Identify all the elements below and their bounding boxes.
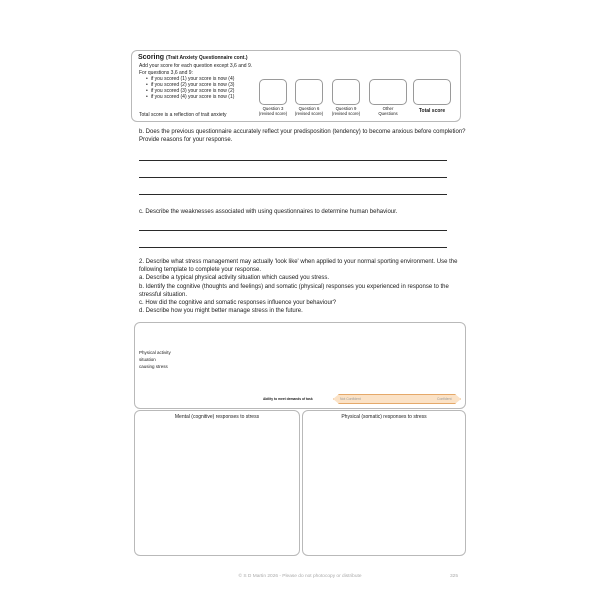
copyright-footer: © S D Martin 2026 - Please do not photocopy or distribute — [238, 574, 362, 579]
situation-label-line3: causing stress — [139, 364, 168, 369]
scoring-bullet: • if you scored (4) your score is now (1) — [146, 94, 234, 100]
question-6-label — [289, 106, 329, 116]
scoring-instruction-1: Add your score for each question except 3,6 and 9. — [139, 63, 253, 69]
question-2-block — [139, 258, 469, 315]
question-3-score-box[interactable] — [259, 79, 287, 105]
question-b-text: b. Does the previous questionnaire accurately reflect your predisposition (tendency) to become anxious before completion? Provide reasons for your response. — [139, 129, 466, 144]
scoring-subtitle: (Trait Anxiety Questionnaire cont.) — [166, 55, 248, 61]
question-2b: b. Identify the cognitive (thoughts and feelings) and somatic (physical) responses you experienced in response to the stressful situation. — [139, 283, 449, 298]
scoring-bullet: • if you scored (1) your score is now (4) — [146, 76, 234, 82]
question-6-score-box[interactable] — [295, 79, 323, 105]
other-questions-label-line2: Questions — [378, 111, 398, 116]
scoring-bullet: • if you scored (3) your score is now (2) — [146, 88, 234, 94]
scoring-title — [138, 54, 248, 61]
answer-line[interactable] — [139, 160, 447, 161]
other-questions-score-box[interactable] — [369, 79, 407, 105]
scoring-instruction-2: For questions 3,6 and 9: — [139, 69, 193, 76]
question-6-label-line1: Question 6 — [298, 106, 320, 111]
question-3-label-line1: Question 3 — [262, 106, 284, 111]
question-3-label-line2: (revised score) — [258, 111, 288, 116]
question-9-label-line1: Question 9 — [335, 106, 357, 111]
other-questions-label-line1: Other — [382, 106, 394, 111]
question-9-label-line2: (revised score) — [331, 111, 361, 116]
not-confident-label: Not Confident — [340, 397, 361, 401]
question-6-label-line2: (revised score) — [294, 111, 324, 116]
answer-line[interactable] — [139, 194, 447, 195]
scoring-bullet: • if you scored (2) your score is now (3) — [146, 82, 234, 88]
page-number: 325 — [450, 574, 459, 579]
situation-label — [139, 349, 171, 370]
situation-label-line2: situation — [139, 357, 156, 362]
total-score-box[interactable] — [413, 79, 451, 105]
question-2a: a. Describe a typical physical activity situation which caused you stress. — [139, 275, 330, 282]
physical-responses-panel[interactable] — [302, 410, 466, 556]
mental-responses-panel[interactable] — [134, 410, 300, 556]
question-2d: d. Describe how you might better manage stress in the future. — [139, 308, 303, 315]
situation-label-line1: Physical activity — [139, 350, 171, 355]
mental-responses-heading: Mental (cognitive) responses to stress — [174, 414, 260, 420]
total-score-label: Total score — [418, 108, 446, 114]
scoring-bullet-list — [146, 76, 234, 100]
answer-line[interactable] — [139, 177, 447, 178]
other-questions-label — [368, 106, 408, 116]
question-9-score-box[interactable] — [332, 79, 360, 105]
confident-label: Confident — [437, 397, 452, 401]
question-2c: c. How did the cognitive and somatic responses influence your behaviour? — [139, 300, 337, 307]
total-score-note: Total score is a reflection of trait anxiety — [139, 112, 227, 118]
physical-responses-heading: Physical (somatic) responses to stress — [341, 414, 427, 420]
question-2-intro: 2. Describe what stress management may actually 'look like' when applied to your normal sporting environment. Use the following template to complete your response. — [139, 259, 458, 274]
question-c-text: c. Describe the weaknesses associated with using questionnaires to determine human behaviour. — [139, 209, 398, 215]
question-9-label — [326, 106, 366, 116]
ability-label: Ability to meet demands of task — [263, 397, 313, 401]
question-3-label — [253, 106, 293, 116]
scoring-title-text: Scoring — [138, 54, 165, 61]
answer-line[interactable] — [139, 230, 447, 231]
answer-line[interactable] — [139, 247, 447, 248]
